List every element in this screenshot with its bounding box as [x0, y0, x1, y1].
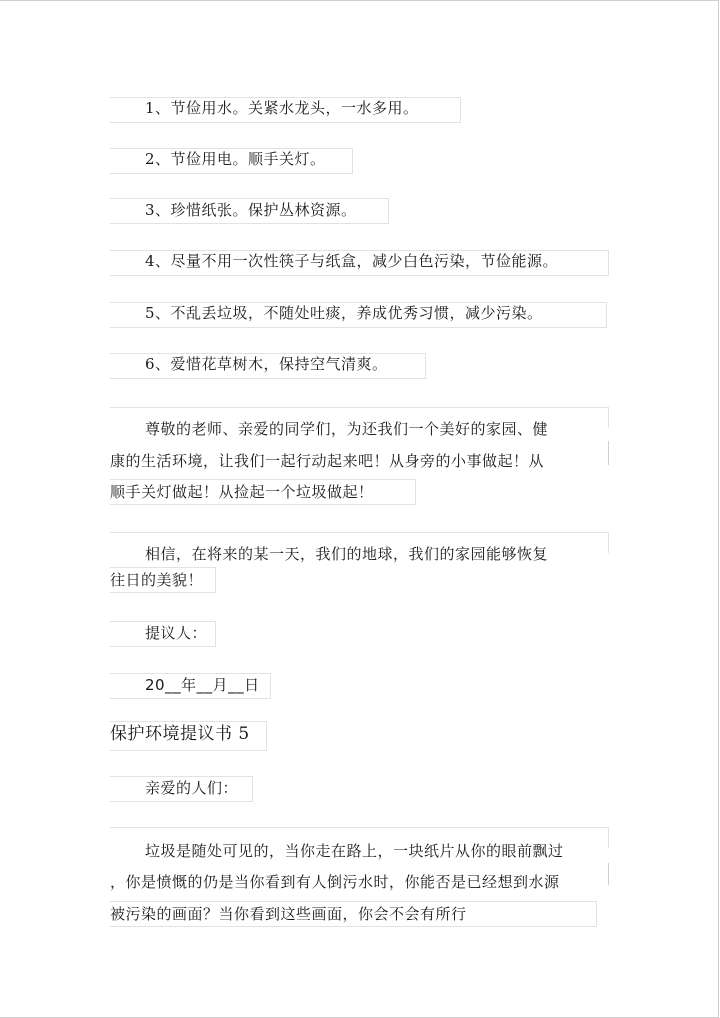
paragraph-1-line-2: 康的生活环境，让我们一起行动起来吧！从身旁的小事做起！从 — [110, 452, 545, 470]
list-item-2: 2、节俭用电。顺手关灯。 — [145, 150, 326, 168]
paragraph-3-line-1: 垃圾是随处可见的，当你走在路上，一块纸片从你的眼前飘过 — [145, 842, 564, 860]
list-item-6: 6、爱惜花草树木，保持空气清爽。 — [145, 355, 388, 373]
paragraph-3-line-2: ，你是愤慨的仍是当你看到有人倒污水时，你能否是已经想到水源 — [110, 873, 560, 891]
list-item-3: 3、珍惜纸张。保护丛林资源。 — [145, 201, 357, 219]
paragraph-3-line-3: 被污染的画面？当你看到这些画面，你会不会有所行 — [110, 905, 467, 923]
paragraph-1-line-1: 尊敬的老师、亲爱的同学们，为还我们一个美好的家园、健 — [145, 420, 549, 438]
list-item-5: 5、不乱丢垃圾，不随处吐痰，养成优秀习惯，减少污染。 — [145, 304, 543, 322]
list-item-4: 4、尽量不用一次性筷子与纸盒，减少白色污染，节俭能源。 — [145, 252, 559, 270]
section-heading: 保护环境提议书 5 — [110, 724, 250, 744]
list-item-1: 1、节俭用水。关紧水龙头，一水多用。 — [145, 99, 419, 117]
paragraph-2-line-1: 相信，在将来的某一天，我们的地球，我们的家园能够恢复 — [145, 545, 549, 563]
proposer-label: 提议人： — [145, 624, 208, 642]
paragraph-2-line-2: 往日的美貌！ — [110, 571, 204, 589]
edge-mark — [608, 441, 609, 465]
date-line: 20__年__月__日 — [145, 676, 260, 694]
paragraph-1-line-3: 顺手关灯做起！从捡起一个垃圾做起！ — [110, 483, 374, 501]
edge-mark — [608, 863, 609, 885]
greeting: 亲爱的人们： — [145, 779, 239, 797]
